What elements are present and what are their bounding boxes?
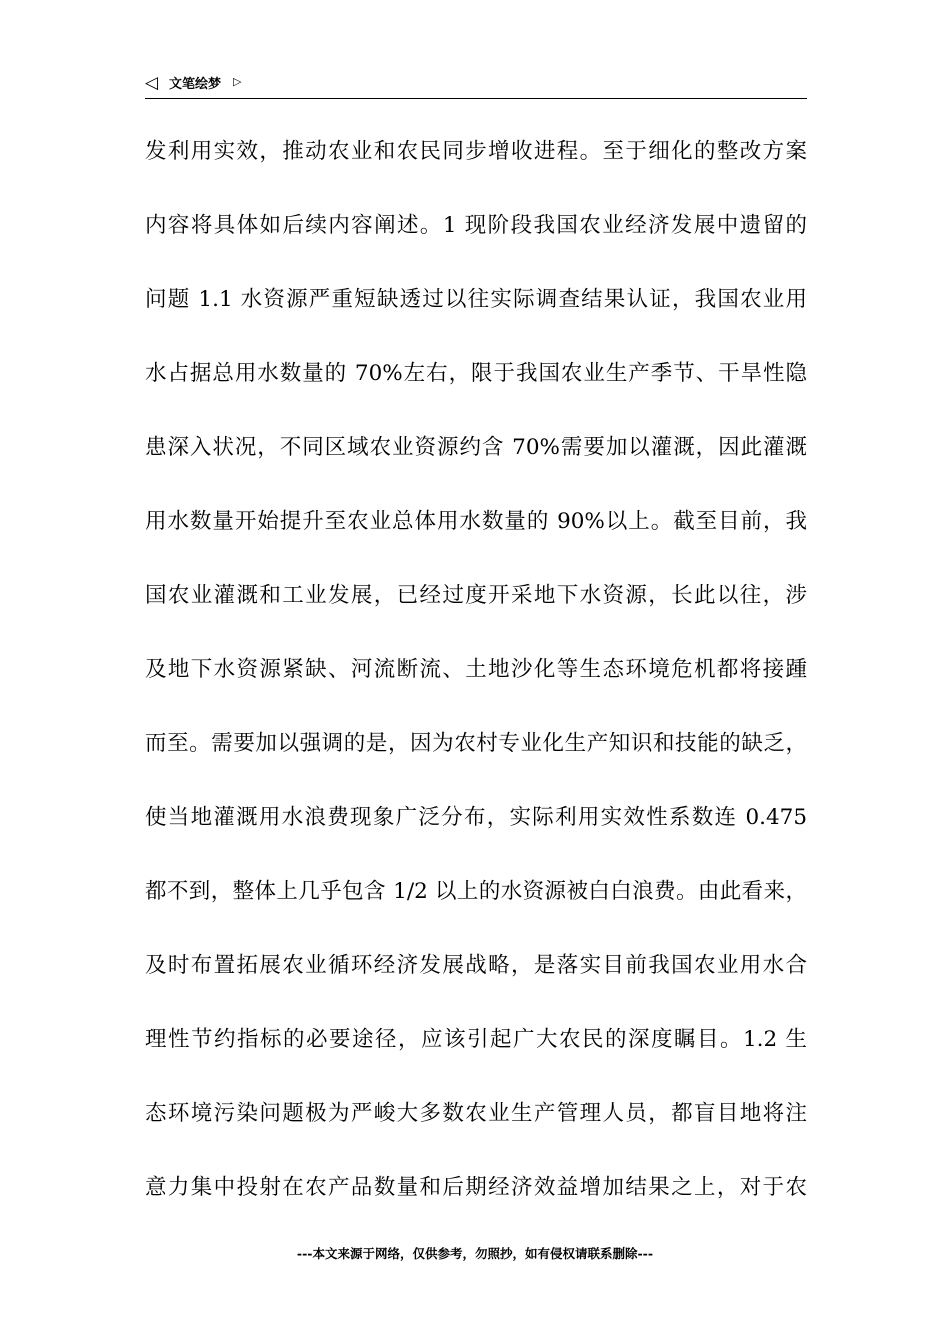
- text-line: 而至。需要加以强调的是，因为农村专业化生产知识和技能的缺乏，: [145, 731, 807, 756]
- text-line: 使当地灌溉用水浪费现象广泛分布，实际利用实效性系数连 0.475: [145, 805, 807, 830]
- footer-disclaimer: ---本文来源于网络，仅供参考，勿照抄，如有侵权请联系删除---: [296, 1246, 654, 1261]
- text-line: 患深入状况，不同区域农业资源约含 70%需要加以灌溉，因此灌溉: [145, 435, 807, 460]
- text-line: 国农业灌溉和工业发展，已经过度开采地下水资源，长此以往，涉: [145, 583, 807, 608]
- page-header: [145, 74, 807, 99]
- text-line: 都不到，整体上几乎包含 1/2 以上的水资源被白白浪费。由此看来，: [145, 879, 807, 904]
- body-text: [145, 132, 807, 1242]
- text-line: 态环境污染问题极为严峻大多数农业生产管理人员，都盲目地将注: [145, 1101, 807, 1126]
- text-line: 问题 1.1 水资源严重短缺透过以往实际调查结果认证，我国农业用: [145, 287, 807, 312]
- text-line: 用水数量开始提升至农业总体用水数量的 90%以上。截至目前，我: [145, 509, 807, 534]
- text-line: 水占据总用水数量的 70%左右，限于我国农业生产季节、干旱性隐: [145, 361, 807, 386]
- text-line: 及地下水资源紧缺、河流断流、土地沙化等生态环境危机都将接踵: [145, 657, 807, 682]
- text-line: 理性节约指标的必要途径，应该引起广大农民的深度瞩目。1.2 生: [145, 1027, 807, 1052]
- text-line: 内容将具体如后续内容阐述。1 现阶段我国农业经济发展中遗留的: [145, 213, 807, 238]
- triangle-left-icon: ◁: [145, 73, 159, 93]
- text-line: 及时布置拓展农业循环经济发展战略，是落实目前我国农业用水合: [145, 953, 807, 978]
- header-title: 文笔绘梦: [169, 77, 222, 92]
- text-line: 发利用实效，推动农业和农民同步增收进程。至于细化的整改方案: [145, 139, 807, 164]
- text-line: 意力集中投射在农产品数量和后期经济效益增加结果之上，对于农: [145, 1175, 807, 1200]
- triangle-right-icon: ▷: [233, 75, 242, 88]
